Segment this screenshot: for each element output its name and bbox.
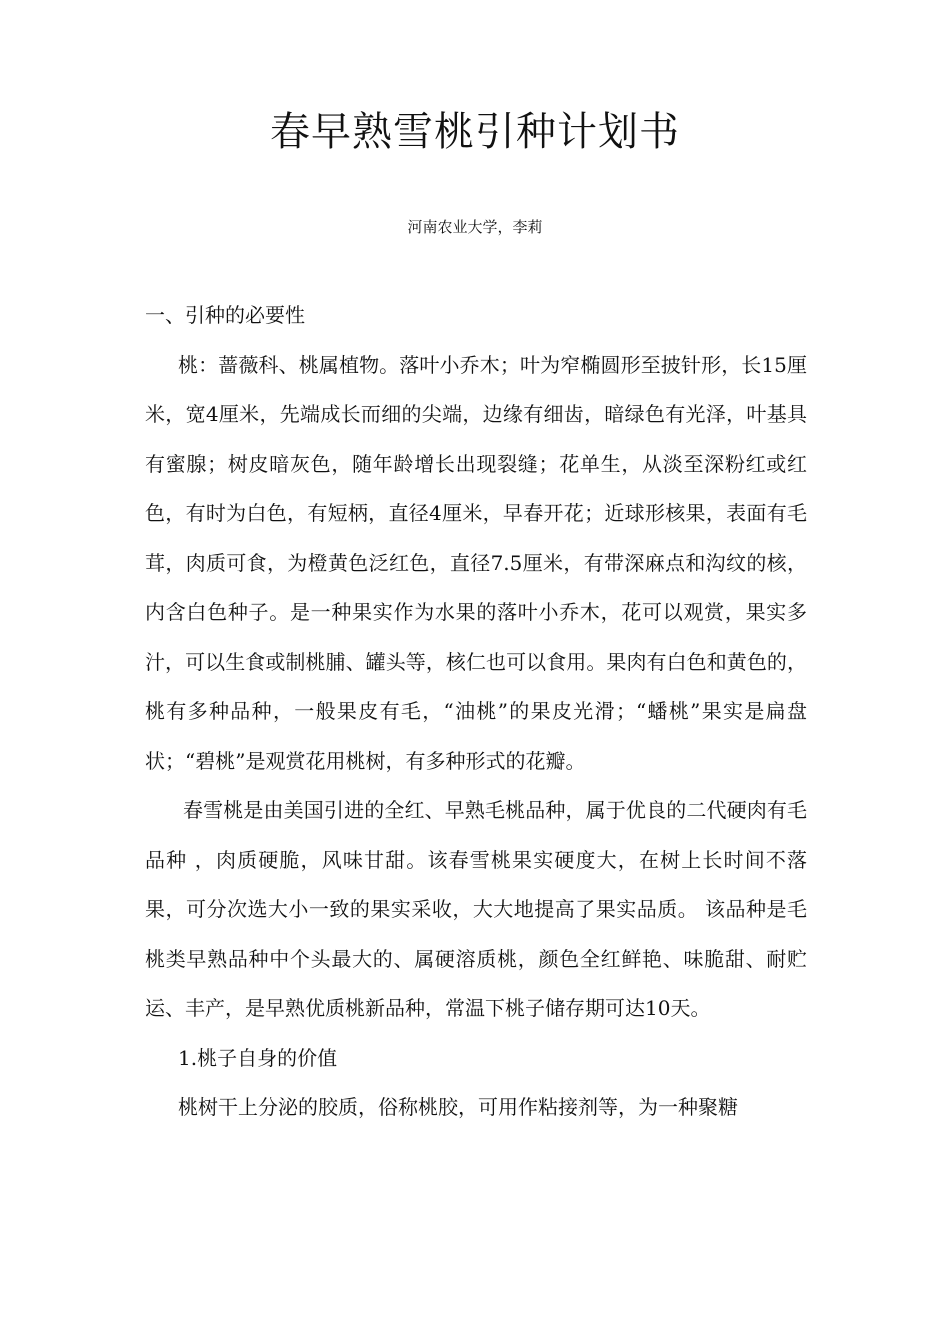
subsection-heading: 1.桃子自身的价值 xyxy=(178,1045,338,1070)
body-paragraph: 春雪桃是由美国引进的全红、早熟毛桃品种，属于优良的二代硬肉有毛品种 ，肉质硬脆，风味甘甜。该春雪桃果实硬度大，在树上长时间不落果，可分次选大小一致的果实采收，大大地提高了果实品质。 该品种是毛桃类早熟品种中个头最大的、属硬溶质桃，颜色全红鲜艳、味脆甜、耐贮运、丰产，是早熟优质桃新品种，常温下桃子储存期可达10天。 xyxy=(145,798,807,1020)
body-paragraph: 桃：蔷薇科、桃属植物。落叶小乔木；叶为窄椭圆形至披针形，长15厘米，宽4厘米，先端成长而细的尖端，边缘有细齿，暗绿色有光泽，叶基具有蜜腺；树皮暗灰色，随年龄增长出现裂缝；花单生，从淡至深粉红或红色，有时为白色，有短柄，直径4厘米，早春开花；近球形核果，表面有毛茸，肉质可食，为橙黄色泛红色，直径7.5厘米，有带深麻点和沟纹的核，内含白色种子。是一种果实作为水果的落叶小乔木，花可以观赏，果实多汁，可以生食或制桃脯、罐头等，核仁也可以食用。果肉有白色和黄色的，桃有多种品种，一般果皮有毛，“油桃”的果皮光滑；“蟠桃”果实是扁盘状；“碧桃”是观赏花用桃树，有多种形式的花瓣。 xyxy=(145,352,807,773)
document-body xyxy=(145,291,807,1133)
document-author: 河南农业大学，李莉 xyxy=(407,218,543,236)
section-heading: 一、引种的必要性 xyxy=(145,303,305,327)
document-title: 春早熟雪桃引种计划书 xyxy=(270,109,680,155)
body-paragraph: 桃树干上分泌的胶质，俗称桃胶，可用作粘接剂等，为一种聚糖 xyxy=(178,1095,738,1119)
